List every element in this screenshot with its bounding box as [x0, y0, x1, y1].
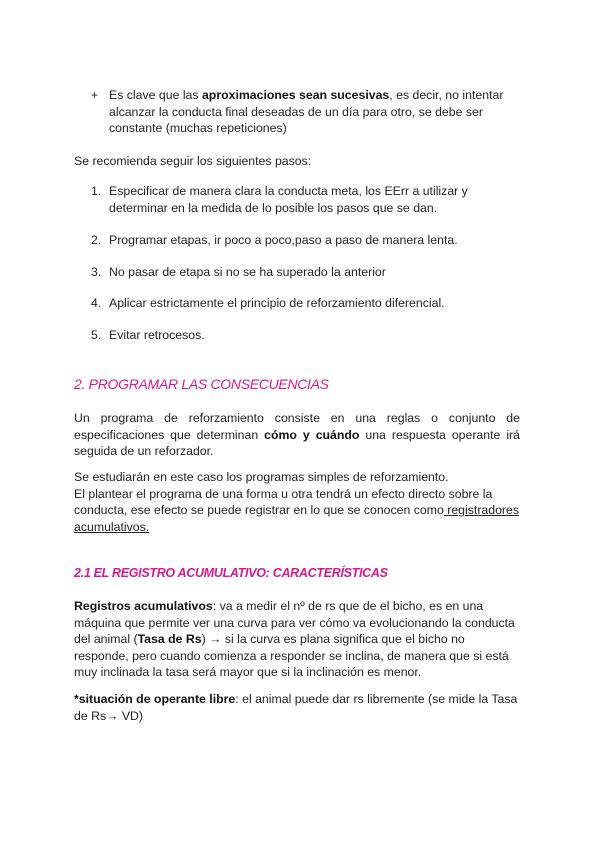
section-2-paragraph-2: Se estudiarán en este caso los programas simples de reforzamiento. El plantear el programa de una forma u otra tendrá un efecto directo sobre la conducta, ese efecto se puede registrar en lo que se conocen como registradores acumulativos.: [74, 470, 520, 534]
registradores-link: registradores acumulativos.: [74, 503, 520, 534]
section-2-heading: 2. PROGRAMAR LAS CONSECUENCIAS: [74, 376, 329, 392]
section-2-paragraph-1: Un programa de reforzamiento consiste en una reglas o conjunto de especificaciones que determinan cómo y cuándo una respuesta operante irá seguida de un reforzador.: [74, 411, 520, 458]
bullet-mark: +: [91, 88, 99, 102]
document-page: + Es clave que las aproximaciones sean sucesivas, es decir, no intentar alcanzar la conducta final deseadas de un día para otro, se debe ser constante (muchas repeticiones) Se recomienda seguir los siguientes pasos: 1. Especificar de manera clara la conducta meta, los EErr a utilizar y determinar en la medida de lo posible los pasos que se dan. 2. Programar etapas, ir poco a poco,paso a paso de manera lenta. 3. No pasar de etapa si no se ha superado la anterior 4. Aplicar estrictamente el principio de reforzamiento diferencial. 5. Evitar retrocesos. 2. PROGRAMAR LAS CONSECUENCIAS Un programa de reforzamiento consiste en una reglas o conjunto de especificaciones que determinan cómo y cuándo una respuesta operante irá seguida de un reforzador. Se estudiarán en este caso los programas simples de reforzamiento. El plantear el programa de una forma u otra tendrá un efecto directo sobre la conducta, ese efecto se puede registrar en lo que se conocen como registradores acumulativos. 2.1 EL REGISTRO ACUMULATIVO: CARACTERÍSTICAS Registros acumulativos: va a medir el nº de rs que de el bicho, es en una máquina que permite ver una curva para ver cómo va evolucionando la conducta del animal (Tasa de Rs) → si la curva es plana significa que el bicho no responde, pero cuando comienza a responder se inclina, de manera que si está muy inclinada la tasa será mayor que si la inclinación es menor. *situación de operante libre: el animal puede dar rs libremente (se mide la Tasa de Rs→ VD): [74, 88, 520, 723]
section-2-1-heading: 2.1 EL REGISTRO ACUMULATIVO: CARACTERÍSTICAS: [74, 566, 388, 580]
section-2-1-paragraph-1: Registros acumulativos: va a medir el nº de rs que de el bicho, es en una máquina que permite ver una curva para ver cómo va evolucionando la conducta del animal (Tasa de Rs) → si la curva es plana significa que el bicho no responde, pero cuando comienza a responder se inclina, de manera que si está muy inclinada la tasa será mayor que si la inclinación es menor.: [74, 599, 515, 679]
steps-intro: Se recomienda seguir los siguientes pasos:: [74, 154, 312, 168]
bullet-text: Es clave que las aproximaciones sean sucesivas, es decir, no intentar alcanzar la conducta final deseadas de un día para otro, se debe ser constante (muchas repeticiones): [109, 88, 504, 135]
section-2-1-paragraph-2: *situación de operante libre: el animal puede dar rs libremente (se mide la Tasa de Rs→ VD): [74, 692, 518, 723]
